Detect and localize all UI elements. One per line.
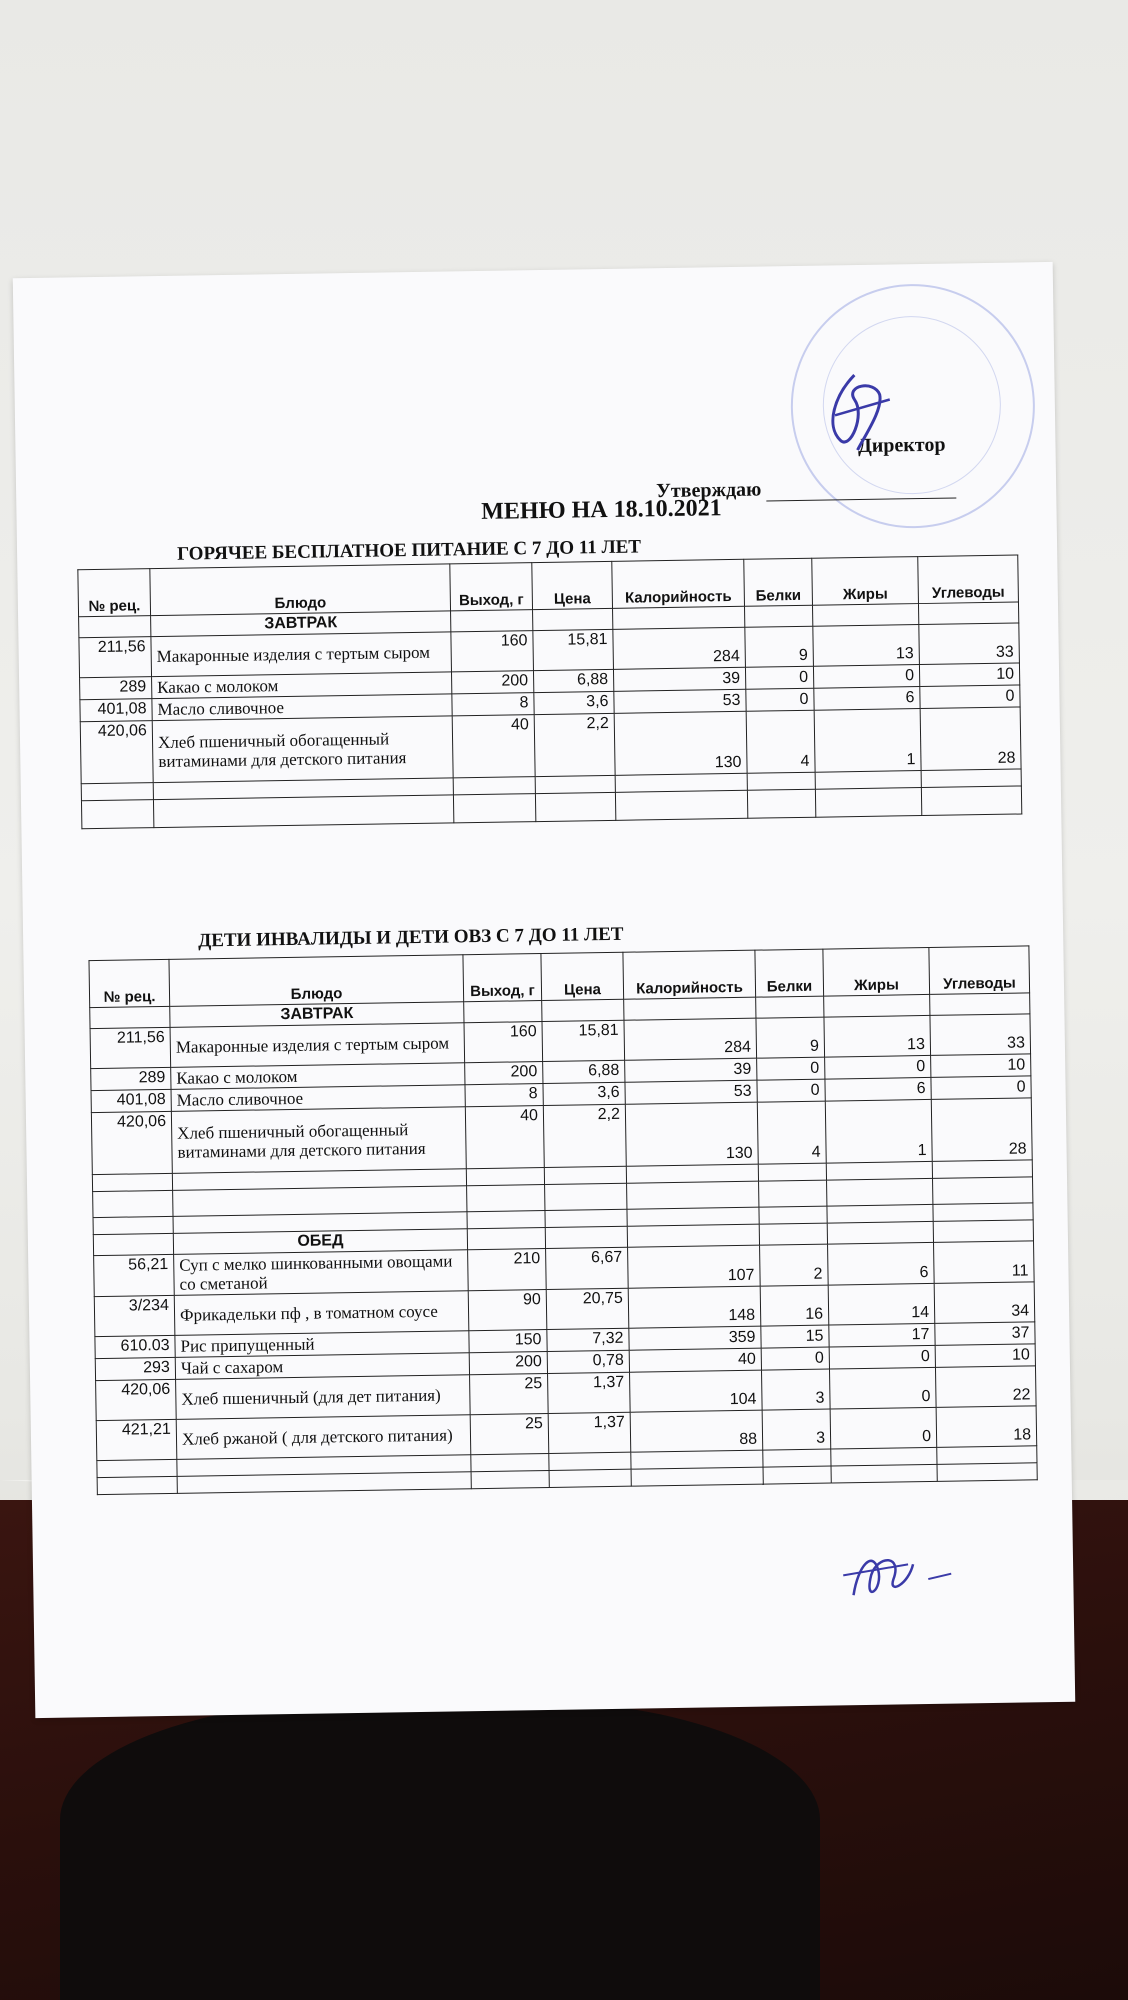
cell-dish: Масло сливочное <box>152 694 452 721</box>
cell-calories: 130 <box>625 1102 758 1166</box>
cell-fats: 6 <box>828 1242 935 1285</box>
cell-output: 160 <box>451 631 534 672</box>
cell-rec: 421,21 <box>96 1419 177 1460</box>
cell-output: 200 <box>465 1062 543 1085</box>
cell-fats: 1 <box>814 709 921 773</box>
cell-price: 20,75 <box>546 1288 629 1329</box>
cell-output: 40 <box>452 715 535 778</box>
cell-dish: Хлеб пшеничный обогащенный витаминами для детского питания <box>171 1107 466 1174</box>
cell-carbs: 10 <box>935 1344 1035 1368</box>
cell-proteins: 0 <box>745 666 813 689</box>
director-label: Директор <box>857 433 946 457</box>
cell-price: 15,81 <box>542 1020 625 1061</box>
cell-carbs: 0 <box>920 685 1020 709</box>
cell-fats: 17 <box>829 1323 935 1347</box>
cell-rec: 610.03 <box>95 1335 175 1358</box>
cell-rec: 3/234 <box>94 1295 175 1336</box>
section-breakfast: ЗАВТРАК <box>170 1002 464 1028</box>
col-calories: Калорийность <box>623 950 756 999</box>
cell-proteins: 16 <box>760 1285 829 1326</box>
cell-carbs: 33 <box>930 1014 1031 1056</box>
cell-calories: 104 <box>630 1370 763 1412</box>
cell-dish: Хлеб пшеничный обогащенный витаминами для детского питания <box>152 716 453 783</box>
col-proteins: Белки <box>755 949 824 997</box>
menu2-subtitle: ДЕТИ ИНВАЛИДЫ И ДЕТИ ОВЗ С 7 ДО 11 ЛЕТ <box>198 923 624 952</box>
cell-proteins: 9 <box>745 626 814 667</box>
cell-fats: 0 <box>825 1055 931 1079</box>
section-breakfast: ЗАВТРАК <box>151 611 451 637</box>
dark-fabric <box>60 1700 820 2000</box>
cell-output: 150 <box>469 1329 547 1352</box>
cell-carbs: 0 <box>931 1076 1031 1100</box>
cell-fats: 0 <box>830 1407 937 1449</box>
cell-rec: 289 <box>80 677 152 700</box>
cell-dish: Фрикадельки пф , в томатном соусе <box>174 1291 469 1336</box>
col-fats: Жиры <box>823 947 930 996</box>
cell-fats: 6 <box>825 1077 931 1101</box>
cell-rec: 211,56 <box>90 1027 171 1068</box>
cell-price: 0,78 <box>547 1350 629 1373</box>
menu1-subtitle: ГОРЯЧЕЕ БЕСПЛАТНОЕ ПИТАНИЕ С 7 ДО 11 ЛЕТ <box>176 536 642 565</box>
col-output: Выход, г <box>450 563 533 611</box>
cell-rec: 289 <box>91 1067 171 1090</box>
cell-fats: 13 <box>824 1015 931 1057</box>
cell-rec: 293 <box>95 1357 175 1380</box>
cell-calories: 40 <box>629 1348 761 1372</box>
cell-proteins: 2 <box>760 1244 829 1286</box>
cell-carbs: 37 <box>935 1322 1035 1346</box>
col-proteins: Белки <box>744 558 813 606</box>
cell-dish: Какао с молоком <box>171 1063 465 1090</box>
cell-price: 6,67 <box>546 1247 629 1289</box>
cell-dish: Макаронные изделия с тертым сыром <box>170 1023 465 1068</box>
cell-output: 8 <box>452 693 534 716</box>
cell-fats: 13 <box>813 625 920 667</box>
cell-calories: 359 <box>629 1326 761 1350</box>
cell-dish: Рис припущенный <box>175 1331 469 1358</box>
cell-price: 7,32 <box>547 1328 629 1351</box>
cell-carbs: 28 <box>931 1098 1032 1162</box>
cell-proteins: 15 <box>761 1325 829 1348</box>
menu2-table <box>88 945 1037 1495</box>
col-dish: Блюдо <box>150 564 451 616</box>
cell-dish: Макаронные изделия с тертым сыром <box>151 632 452 677</box>
menu1-table <box>77 554 1022 829</box>
col-price: Цена <box>532 561 613 609</box>
cell-price: 2,2 <box>534 713 615 776</box>
col-calories: Калорийность <box>612 559 745 608</box>
cell-price: 3,6 <box>543 1082 625 1105</box>
cell-proteins: 0 <box>757 1057 825 1080</box>
cell-dish: Суп с мелко шинкованными овощами со сметаной <box>174 1250 469 1296</box>
cell-carbs: 10 <box>931 1054 1031 1078</box>
cell-rec: 420,06 <box>80 721 153 784</box>
cell-calories: 53 <box>625 1080 757 1104</box>
cell-calories: 148 <box>628 1286 761 1328</box>
cell-proteins: 0 <box>761 1347 829 1370</box>
page-title: МЕНЮ НА 18.10.2021 <box>481 495 722 525</box>
cell-price: 15,81 <box>533 629 614 670</box>
handwritten-signature-icon <box>833 1533 964 1615</box>
cell-dish: Хлеб ржаной ( для детского питания) <box>176 1415 471 1460</box>
cell-calories: 284 <box>613 627 746 669</box>
col-rec: № рец. <box>78 569 151 617</box>
cell-carbs: 22 <box>935 1366 1036 1408</box>
cell-rec: 211,56 <box>79 637 152 678</box>
cell-output: 210 <box>468 1249 547 1291</box>
cell-rec: 420,06 <box>91 1111 172 1174</box>
cell-price: 6,88 <box>533 669 613 692</box>
cell-price: 6,88 <box>543 1060 625 1083</box>
cell-output: 25 <box>470 1373 549 1414</box>
cell-carbs: 34 <box>934 1282 1035 1324</box>
cell-price: 3,6 <box>534 691 614 714</box>
cell-price: 1,37 <box>548 1412 631 1453</box>
col-dish: Блюдо <box>169 955 464 1007</box>
cell-fats: 1 <box>825 1099 932 1163</box>
cell-calories: 88 <box>630 1410 763 1452</box>
col-carbs: Углеводы <box>929 946 1030 995</box>
cell-calories: 284 <box>624 1018 757 1060</box>
cell-proteins: 0 <box>746 688 814 711</box>
col-price: Цена <box>541 952 624 1000</box>
cell-proteins: 9 <box>756 1017 825 1058</box>
cell-calories: 130 <box>614 711 747 775</box>
cell-dish: Чай с сахаром <box>175 1353 469 1380</box>
cell-calories: 39 <box>625 1058 757 1082</box>
cell-proteins: 0 <box>757 1079 825 1102</box>
cell-proteins: 4 <box>746 710 815 773</box>
cell-output: 160 <box>464 1022 543 1063</box>
cell-calories: 53 <box>614 689 746 713</box>
cell-output: 90 <box>468 1290 547 1331</box>
menu-sheet <box>13 262 1075 1718</box>
col-output: Выход, г <box>463 954 542 1002</box>
cell-carbs: 33 <box>919 623 1020 665</box>
cell-proteins: 4 <box>757 1101 826 1164</box>
cell-price: 1,37 <box>548 1372 631 1413</box>
cell-output: 40 <box>465 1106 544 1169</box>
col-carbs: Углеводы <box>918 555 1019 604</box>
cell-carbs: 11 <box>934 1241 1035 1284</box>
cell-output: 200 <box>469 1351 547 1374</box>
cell-fats: 6 <box>814 687 920 711</box>
cell-price: 2,2 <box>543 1104 626 1167</box>
cell-carbs: 10 <box>919 663 1019 687</box>
cell-rec: 420,06 <box>96 1379 177 1420</box>
cell-rec: 401,08 <box>80 699 152 722</box>
section-lunch: ОБЕД <box>173 1229 467 1255</box>
cell-rec: 56,21 <box>94 1254 175 1296</box>
cell-calories: 39 <box>613 667 745 691</box>
cell-rec: 401,08 <box>91 1089 171 1112</box>
cell-output: 8 <box>465 1084 543 1107</box>
cell-dish: Какао с молоком <box>152 672 452 699</box>
cell-proteins: 3 <box>762 1409 831 1450</box>
cell-fats: 0 <box>813 665 919 689</box>
cell-dish: Хлеб пшеничный (для дет питания) <box>176 1375 471 1420</box>
cell-output: 200 <box>451 671 533 694</box>
director-signature-icon <box>794 354 906 466</box>
cell-carbs: 28 <box>920 707 1021 771</box>
cell-fats: 0 <box>829 1367 936 1409</box>
cell-dish: Масло сливочное <box>171 1085 465 1112</box>
cell-proteins: 3 <box>761 1369 830 1410</box>
cell-output: 25 <box>470 1413 549 1454</box>
approve-label: Утверждаю <box>656 478 762 503</box>
cell-fats: 14 <box>828 1283 935 1325</box>
col-rec: № рец. <box>89 959 170 1007</box>
col-fats: Жиры <box>812 557 919 606</box>
cell-calories: 107 <box>628 1245 761 1288</box>
cell-fats: 0 <box>829 1345 935 1369</box>
cell-carbs: 18 <box>936 1406 1037 1448</box>
